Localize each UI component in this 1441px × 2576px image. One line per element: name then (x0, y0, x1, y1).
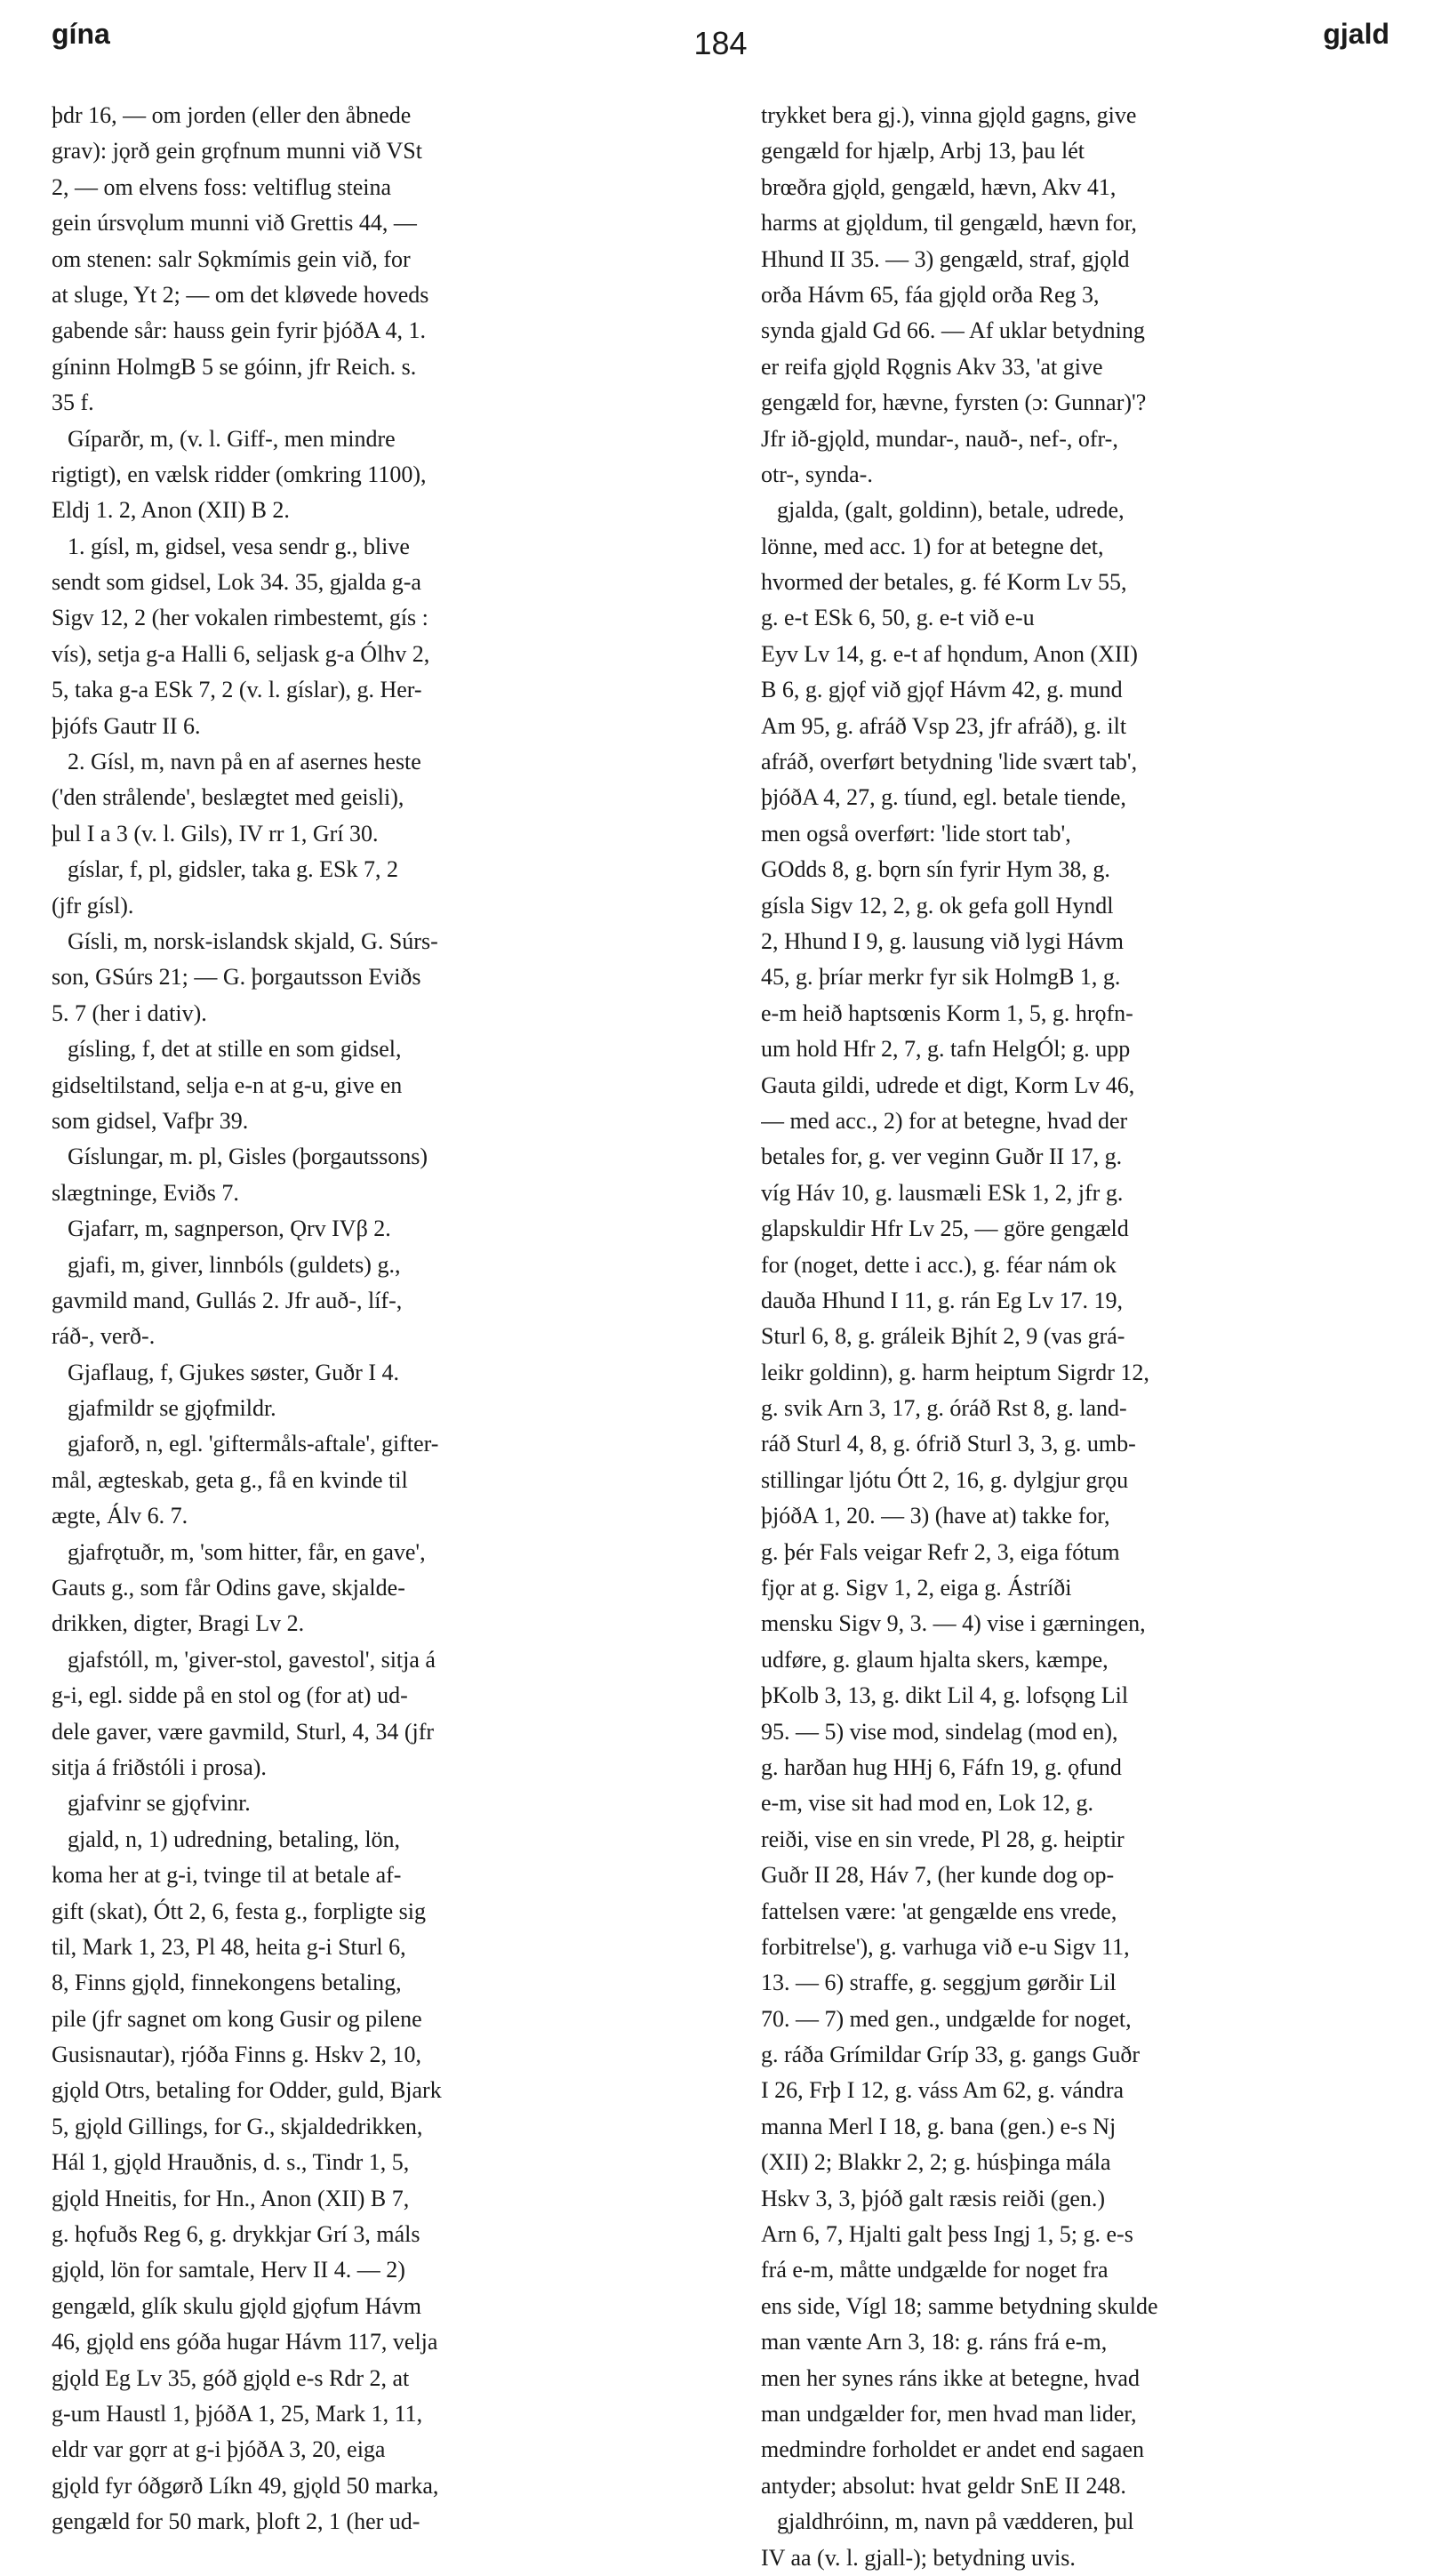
text-line: þul I a 3 (v. l. Gils), IV rr 1, Grí 30. (52, 820, 379, 847)
text-line: Eyv Lv 14, g. e-t af hǫndum, Anon (XII) (761, 640, 1138, 667)
text-line: gjaforð, n, egl. 'giftermåls-aftale', gifter- (68, 1431, 439, 1457)
text-line: antyder; absolut: hvat geldr SnE II 248. (761, 2472, 1126, 2499)
text-line: Gísli, m, norsk-islandsk skjald, G. Súrs- (68, 927, 438, 954)
text-line: ('den strålende', beslægtet med geisli), (52, 784, 404, 811)
text-line: Eldj 1. 2, Anon (XII) B 2. (52, 497, 290, 524)
text-line: leikr goldinn), g. harm heiptum Sigrdr 12, (761, 1359, 1149, 1385)
text-line: g-i, egl. sidde på en stol og (for at) ud- (52, 1682, 408, 1709)
text-line: som gidsel, Vafþr 39. (52, 1107, 249, 1134)
text-line: gísla Sigv 12, 2, g. ok gefa goll Hyndl (761, 892, 1114, 919)
text-line: ráð Sturl 4, 8, g. ófrið Sturl 3, 3, g. umb- (761, 1431, 1136, 1457)
text-line: Hskv 3, 3, þjóð galt ræsis reiði (gen.) (761, 2185, 1106, 2211)
text-line: Guðr II 28, Háv 7, (her kunde dog op- (761, 1862, 1115, 1889)
text-line: ægte, Álv 6. 7. (52, 1503, 188, 1529)
text-line: Gauta gildi, udrede et digt, Korm Lv 46, (761, 1071, 1135, 1098)
text-line: gjalda, (galt, goldinn), betale, udrede, (777, 497, 1125, 524)
text-line: ens side, Vígl 18; samme betydning skulde (761, 2292, 1158, 2319)
text-line: gjafi, m, giver, linnbóls (guldets) g., (68, 1251, 401, 1278)
text-line: fjǫr at g. Sigv 1, 2, eiga g. Ástríði (761, 1575, 1072, 1601)
text-line: 45, g. þríar merkr fyr sik HolmgB 1, g. (761, 964, 1121, 991)
text-line: pile (jfr sagnet om kong Gusir og pilene (52, 2005, 422, 2032)
text-line: Sturl 6, 8, g. gráleik Bjhít 2, 9 (vas grá- (761, 1323, 1125, 1350)
text-line: gjǫld Otrs, betaling for Odder, guld, Bjark (52, 2077, 442, 2104)
text-line: gjafrǫtuðr, m, 'som hitter, får, en gave', (68, 1538, 426, 1565)
text-line: for (noget, dette i acc.), g. féar nám ok (761, 1251, 1117, 1278)
text-line: mensku Sigv 9, 3. — 4) vise i gærningen, (761, 1610, 1146, 1637)
text-line: men også overført: 'lide stort tab', (761, 820, 1071, 847)
header-right-word: gjald (1323, 18, 1389, 50)
text-line: 8, Finns gjǫld, finnekongens betaling, (52, 1970, 402, 1996)
text-line: sitja á friðstóli i prosa). (52, 1753, 267, 1780)
text-line: grav): jǫrð gein grǫfnum munni við VSt (52, 138, 422, 165)
text-line: medmindre forholdet er andet end sagaen (761, 2436, 1144, 2463)
text-line: om stenen: salr Sǫkmímis gein við, for (52, 245, 411, 272)
text-line: 5, taka g-a ESk 7, 2 (v. l. gíslar), g. Her- (52, 677, 422, 703)
text-line: glapskuldir Hfr Lv 25, — göre gengæld (761, 1216, 1129, 1242)
text-line: mål, ægteskab, geta g., få en kvinde til (52, 1466, 408, 1493)
text-line: 2, Hhund I 9, g. lausung við lygi Hávm (761, 927, 1125, 954)
text-line: Gauts g., som får Odins gave, skjalde- (52, 1575, 405, 1601)
text-line: gjafmildr se gjǫfmildr. (68, 1395, 276, 1422)
text-line: at sluge, Yt 2; — om det kløvede hoveds (52, 281, 429, 308)
header-left-word: gína (52, 18, 110, 50)
text-line: um hold Hfr 2, 7, g. tafn HelgÓl; g. upp (761, 1036, 1131, 1063)
text-line: IV aa (v. l. gjall-); betydning uvis. (761, 2544, 1076, 2571)
text-line: trykket bera gj.), vinna gjǫld gagns, give (761, 102, 1137, 128)
text-line: synda gjald Gd 66. — Af uklar betydning (761, 317, 1145, 344)
text-line: gift (skat), Ótt 2, 6, festa g., forpligte sig (52, 1898, 426, 1924)
text-line: — med acc., 2) for at betegne, hvad der (761, 1107, 1128, 1134)
text-line: g. hǫfuðs Reg 6, g. drykkjar Grí 3, máls (52, 2221, 420, 2248)
text-line: g-um Haustl 1, þjóðA 1, 25, Mark 1, 11, (52, 2401, 423, 2427)
text-line: stillingar ljótu Ótt 2, 16, g. dylgjur grǫu (761, 1466, 1129, 1493)
text-line: manna Merl I 18, g. bana (gen.) e-s Nj (761, 2113, 1117, 2139)
text-line: gengæld for hjælp, Arbj 13, þau lét (761, 138, 1085, 165)
text-line: Sigv 12, 2 (her vokalen rimbestemt, gís : (52, 605, 428, 631)
text-line: 13. — 6) straffe, g. seggjum gørðir Lil (761, 1970, 1117, 1996)
text-line: 95. — 5) vise mod, sindelag (mod en), (761, 1718, 1118, 1745)
text-line: g. e-t ESk 6, 50, g. e-t við e-u (761, 605, 1035, 631)
text-line: þdr 16, — om jorden (eller den åbnede (52, 102, 412, 128)
running-head (52, 18, 1389, 71)
text-line: gein úrsvǫlum munni við Grettis 44, — (52, 210, 417, 237)
text-line: 5. 7 (her i dativ). (52, 999, 207, 1026)
text-line: brœðra gjǫld, gengæld, hævn, Akv 41, (761, 173, 1117, 200)
text-line: 2, — om elvens foss: veltiflug steina (52, 173, 392, 200)
text-line: g. svik Arn 3, 17, g. óráð Rst 8, g. land- (761, 1395, 1127, 1422)
text-line: drikken, digter, Bragi Lv 2. (52, 1610, 305, 1637)
text-line: son, GSúrs 21; — G. þorgautsson Eviðs (52, 964, 421, 991)
text-line: 35 f. (52, 389, 94, 416)
text-line: e-m, vise sit had mod en, Lok 12, g. (761, 1790, 1094, 1817)
text-line: gengæld for, hævne, fyrsten (ɔ: Gunnar)'? (761, 389, 1147, 416)
text-line: Gjaflaug, f, Gjukes søster, Guðr I 4. (68, 1359, 399, 1385)
text-line: hvormed der betales, g. fé Korm Lv 55, (761, 569, 1127, 596)
text-line: Am 95, g. afráð Vsp 23, jfr afráð), g. ilt (761, 712, 1127, 739)
text-line: betales for, g. ver veginn Guðr II 17, g. (761, 1144, 1123, 1170)
text-line: 2. Gísl, m, navn på en af asernes heste (68, 749, 421, 775)
text-line: I 26, Frþ I 12, g. váss Am 62, g. vándra (761, 2077, 1125, 2104)
text-line: Hál 1, gjǫld Hrauðnis, d. s., Tindr 1, 5, (52, 2149, 410, 2176)
text-line: man undgælder for, men hvad man lider, (761, 2401, 1137, 2427)
text-line: udføre, g. glaum hjalta skers, kæmpe, (761, 1646, 1109, 1673)
text-line: þjóðA 1, 20. — 3) (have at) takke for, (761, 1503, 1110, 1529)
text-line: víg Háv 10, g. lausmæli ESk 1, 2, jfr g. (761, 1179, 1124, 1206)
text-line: Gíslungar, m. pl, Gisles (þorgautssons) (68, 1144, 428, 1170)
text-line: gjafvinr se gjǫfvinr. (68, 1790, 251, 1817)
text-line: ráð-, verð-. (52, 1323, 156, 1350)
text-line: otr-, synda-. (761, 461, 873, 487)
text-line: man vænte Arn 3, 18: g. ráns frá e-m, (761, 2329, 1108, 2355)
text-line: lönne, med acc. 1) for at betegne det, (761, 533, 1104, 559)
page-number: 184 (693, 25, 748, 61)
text-line: slægtninge, Eviðs 7. (52, 1179, 239, 1206)
text-line: koma her at g-i, tvinge til at betale af- (52, 1862, 402, 1889)
text-line: gíninn HolmgB 5 se góinn, jfr Reich. s. (52, 353, 417, 380)
text-line: gabende sår: hauss gein fyrir þjóðA 4, 1. (52, 317, 426, 344)
text-line: g. ráða Grímildar Gríp 33, g. gangs Guðr (761, 2042, 1141, 2068)
text-line: harms at gjǫldum, til gengæld, hævn for, (761, 210, 1137, 237)
text-line: GOdds 8, g. bǫrn sín fyrir Hym 38, g. (761, 856, 1110, 883)
text-line: B 6, g. gjǫf við gjǫf Hávm 42, g. mund (761, 677, 1123, 703)
text-line: gjaldhróinn, m, navn på vædderen, þul (777, 2508, 1134, 2535)
text-line: gjald, n, 1) udredning, betaling, lön, (68, 1826, 401, 1852)
text-line: gíslar, f, pl, gidsler, taka g. ESk 7, 2 (68, 856, 398, 883)
text-line: (XII) 2; Blakkr 2, 2; g. húsþinga mála (761, 2149, 1111, 2176)
text-line: 70. — 7) med gen., undgælde for noget, (761, 2005, 1132, 2032)
text-line: 5, gjǫld Gillings, for G., skjaldedrikken, (52, 2113, 423, 2139)
text-line: gengæld for 50 mark, þloft 2, 1 (her ud- (52, 2508, 420, 2535)
text-line: Arn 6, 7, Hjalti galt þess Ingj 1, 5; g. e-s (761, 2221, 1133, 2248)
text-line: rigtigt), en vælsk ridder (omkring 1100), (52, 461, 427, 487)
text-line: reiði, vise en sin vrede, Pl 28, g. heiptir (761, 1826, 1125, 1852)
text-line: Gíparðr, m, (v. l. Giff-, men mindre (68, 425, 396, 452)
text-line: Gusisnautar), rjóða Finns g. Hskv 2, 10, (52, 2042, 421, 2068)
dictionary-columns (52, 98, 1388, 2571)
text-line: eldr var gǫrr at g-i þjóðA 3, 20, eiga (52, 2436, 386, 2463)
text-line: þjófs Gautr II 6. (52, 712, 201, 739)
text-line: orða Hávm 65, fáa gjǫld orða Reg 3, (761, 281, 1100, 308)
text-line: vís), setja g-a Halli 6, seljask g-a Ólhv 2, (52, 640, 430, 667)
right-column (761, 98, 1388, 2576)
text-line: fattelsen være: 'at gengælde ens vrede, (761, 1898, 1117, 1924)
text-line: 1. gísl, m, gidsel, vesa sendr g., blive (68, 533, 410, 559)
text-line: 46, gjǫld ens góða hugar Hávm 117, velja (52, 2329, 438, 2355)
text-line: til, Mark 1, 23, Pl 48, heita g-i Sturl 6, (52, 1933, 406, 1960)
text-line: Gjafarr, m, sagnperson, Ǫrv IVβ 2. (68, 1216, 391, 1242)
text-line: gengæld, glík skulu gjǫld gjǫfum Hávm (52, 2292, 421, 2319)
text-line: g. þér Fals veigar Refr 2, 3, eiga fótum (761, 1538, 1120, 1565)
text-line: afráð, overført betydning 'lide svært tab', (761, 749, 1138, 775)
text-line: gísling, f, det at stille en som gidsel, (68, 1036, 402, 1063)
left-column (52, 98, 678, 2540)
text-line: gjǫld fyr óðgørð Líkn 49, gjǫld 50 marka, (52, 2472, 439, 2499)
text-line: þjóðA 4, 27, g. tíund, egl. betale tiende, (761, 784, 1126, 811)
text-line: þKolb 3, 13, g. dikt Lil 4, g. lofsǫng Lil (761, 1682, 1129, 1709)
text-line: gjǫld Eg Lv 35, góð gjǫld e-s Rdr 2, at (52, 2364, 410, 2391)
text-line: men her synes ráns ikke at betegne, hvad (761, 2364, 1140, 2391)
text-line: forbitrelse'), g. varhuga við e-u Sigv 11, (761, 1933, 1130, 1960)
text-line: er reifa gjǫld Rǫgnis Akv 33, 'at give (761, 353, 1103, 380)
text-line: e-m heið haptsœnis Korm 1, 5, g. hrǫfn- (761, 999, 1133, 1026)
text-line: sendt som gidsel, Lok 34. 35, gjalda g-a (52, 569, 421, 596)
text-line: dauða Hhund I 11, g. rán Eg Lv 17. 19, (761, 1287, 1124, 1313)
text-line: Hhund II 35. — 3) gengæld, straf, gjǫld (761, 245, 1130, 272)
text-line: gjǫld, lön for samtale, Herv II 4. — 2) (52, 2257, 405, 2283)
text-line: Jfr ið-gjǫld, mundar-, nauð-, nef-, ofr-, (761, 425, 1118, 452)
text-line: (jfr gísl). (52, 892, 134, 919)
text-line: g. harðan hug HHj 6, Fáfn 19, g. ǫfund (761, 1753, 1122, 1780)
text-line: gjafstóll, m, 'giver-stol, gavestol', sitja á (68, 1646, 436, 1673)
text-line: gjǫld Hneitis, for Hn., Anon (XII) B 7, (52, 2185, 410, 2211)
text-line: frá e-m, måtte undgælde for noget fra (761, 2257, 1109, 2283)
text-line: gidseltilstand, selja e-n at g-u, give en (52, 1071, 403, 1098)
text-line: gavmild mand, Gullás 2. Jfr auð-, líf-, (52, 1287, 403, 1313)
text-line: dele gaver, være gavmild, Sturl, 4, 34 (jfr (52, 1718, 435, 1745)
